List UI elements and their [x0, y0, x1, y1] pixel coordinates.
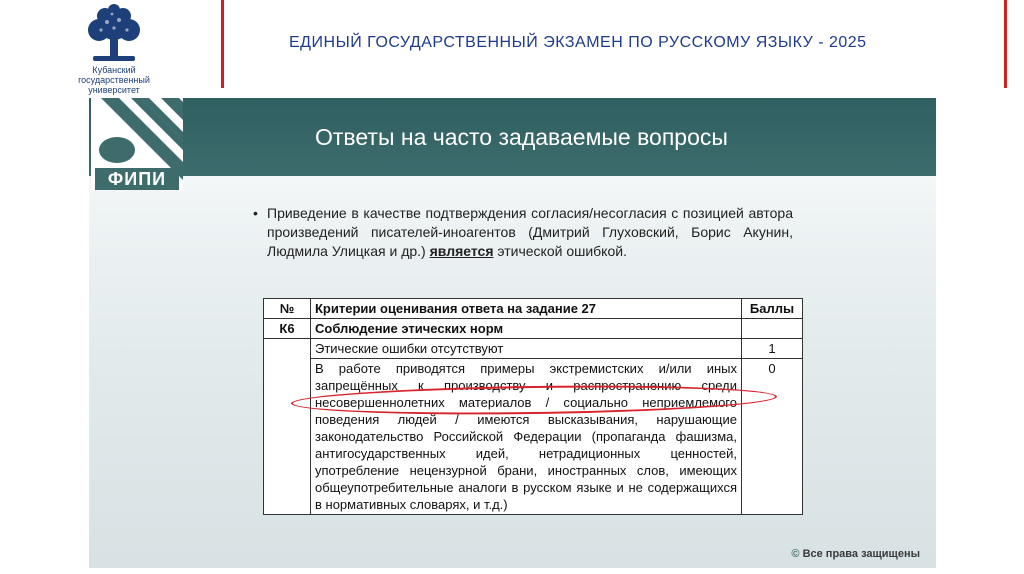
table-cell	[742, 319, 803, 339]
bullet-tail: этической ошибкой.	[497, 243, 627, 259]
fipi-label: ФИПИ	[95, 168, 179, 190]
university-logo	[68, 4, 160, 95]
copyright-text: Все права защищены	[802, 548, 920, 560]
criterion-score: 0	[742, 359, 803, 515]
fipi-logo	[91, 98, 183, 190]
table-header: №	[264, 299, 311, 319]
logo-line: государственный	[78, 75, 150, 85]
slide-banner	[89, 98, 936, 176]
criterion-text: Этические ошибки отсутствуют	[311, 339, 742, 359]
divider-red-right	[1004, 0, 1007, 88]
logo-line: Кубанский	[92, 65, 136, 75]
bullet-emphasis: является	[429, 243, 494, 259]
logo-line: университет	[88, 85, 140, 95]
table-row	[264, 359, 803, 515]
table-row	[264, 339, 803, 359]
section-number: К6	[264, 319, 311, 339]
bullet-text: Приведение в качестве подтверждения согласия/несогласия с позицией автора произведений писателей-иноагентов (Дмитрий Глуховский, Борис Акунин, Людмила Улицкая и др.)	[267, 205, 793, 259]
copyright-symbol: ©	[791, 548, 800, 560]
table-cell	[264, 339, 311, 515]
bullet-marker: •	[253, 205, 258, 221]
copyright-note	[791, 548, 920, 560]
divider-red-left	[221, 0, 224, 88]
slide-image	[89, 98, 936, 568]
bullet-paragraph	[253, 204, 793, 261]
criterion-score: 1	[742, 339, 803, 359]
section-title: Соблюдение этических норм	[311, 319, 742, 339]
table-header: Критерии оценивания ответа на задание 27	[311, 299, 742, 319]
table-section-row	[264, 319, 803, 339]
page-title: ЕДИНЫЙ ГОСУДАРСТВЕННЫЙ ЭКЗАМЕН ПО РУССКОМУ ЯЗЫКУ - 2025	[289, 34, 867, 51]
tree-emblem-icon	[79, 4, 149, 64]
slide-title: Ответы на часто задаваемые вопросы	[315, 124, 728, 150]
criterion-text: В работе приводятся примеры экстремистских и/или иных запрещённых к производству и распространению среди несовершеннолетних материалов / социально неприемлемого поведения людей / имеются высказывания, нарушающие законодательство Российской Федерации (пропаганда фашизма, антигосударственных идей, нетрадиционных ценностей, употребление нецензурной брани, иностранных слов, имеющих общеупотребительные аналоги в русском языке и не содержащихся в нормативных словарях, и т.д.)	[311, 359, 742, 515]
table-header: Баллы	[742, 299, 803, 319]
table-header-row	[264, 299, 803, 319]
